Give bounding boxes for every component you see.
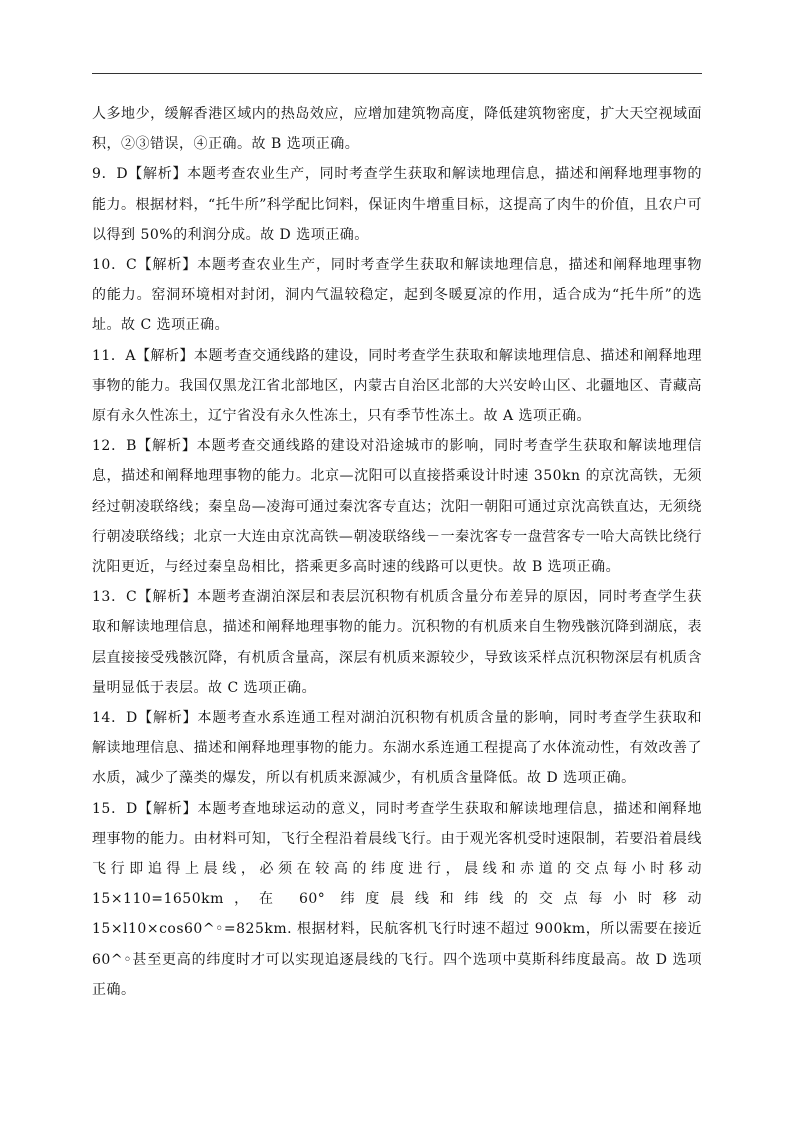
paragraph-text: 人多地少，缓解香港区域内的热岛效应，应增加建筑物高度，降低建筑物密度，扩大天空视域面积，②③错误，④正确。故 B 选项正确。 bbox=[92, 106, 702, 153]
analysis-tag: 【解析】 bbox=[128, 166, 188, 183]
answer-letter: C bbox=[126, 257, 138, 274]
answer-letter: D bbox=[126, 800, 138, 817]
paragraph-continuation bbox=[92, 99, 702, 159]
question-number: 9． bbox=[92, 166, 117, 183]
paragraph-text: 本题考查农业生产，同时考查学生获取和解读地理信息，描述和阐释地理事物的能力。根据材料，“托牛所”科学配比饲料，保证肉牛增重目标，这提高了肉牛的价值，且农户可以得到 50%的利润分成。故 D 选项正确。 bbox=[92, 166, 703, 243]
paragraph-question-12 bbox=[92, 431, 702, 582]
answer-letter: A bbox=[125, 347, 136, 364]
question-number: 11． bbox=[92, 347, 126, 364]
analysis-tag: 【解析】 bbox=[137, 589, 198, 606]
answer-letter: D bbox=[116, 166, 129, 183]
analysis-tag: 【解析】 bbox=[137, 257, 198, 274]
paragraph-text: 本题考查交通线路的建设，同时考查学生获取和解读地理信息、描述和阐释地理事物的能力。我国仅黑龙江省北部地区，内蒙古自治区北部的大兴安岭山区、北疆地区、青藏高原有永久性冻土，辽宁省没有永久性冻土，只有季节性冻土。故 A 选项正确。 bbox=[92, 347, 702, 425]
paragraph-question-14 bbox=[92, 703, 702, 794]
question-number: 14． bbox=[92, 710, 127, 727]
paragraph-text: 本题考查交通线路的建设对沿途城市的影响，同时考查学生获取和解读地理信息，描述和阐释地理事物的能力。北京—沈阳可以直接搭乘设计时速 350kn 的京沈高铁，无须经过朝凌联络线；秦皇岛—凌海可通过秦沈客专直达；沈阳一朝阳可通过京沈高铁直达，无须绕行朝凌联络线；北京一大连由京沈高铁—朝凌联络线－一秦沈客专一盘营客专一哈大高铁比绕行沈阳更近，与经过秦皇岛相比，搭乘更多高时速的线路可以更快。故 B 选项正确。 bbox=[92, 438, 702, 576]
analysis-tag: 【解析】 bbox=[137, 800, 198, 817]
question-number: 13． bbox=[92, 589, 127, 606]
question-number: 10． bbox=[92, 257, 127, 274]
answer-letter: D bbox=[126, 710, 138, 727]
answer-letter: B bbox=[126, 438, 137, 455]
question-number: 15． bbox=[92, 800, 127, 817]
answer-explanations bbox=[92, 99, 702, 1005]
paragraph-text: 本题考查农业生产，同时考查学生获取和解读地理信息，描述和阐释地理事物的能力。窑洞环境相对封闭，洞内气温较稳定，起到冬暖夏凉的作用，适合成为“托牛所”的选址。故 C 选项正确。 bbox=[92, 257, 702, 334]
paragraph-text: 本题考查水系连通工程对湖泊沉积物有机质含量的影响，同时考查学生获取和解读地理信息、描述和阐释地理事物的能力。东湖水系连通工程提高了水体流动性，有效改善了水质，减少了藻类的爆发，所以有机质来源减少，有机质含量降低。故 D 选项正确。 bbox=[92, 710, 702, 787]
paragraph-text: 本题考查地球运动的意义，同时考查学生获取和解读地理信息，描述和阐释地理事物的能力。由材料可知，飞行全程沿着晨线飞行。由于观光客机受时速限制，若要沿着晨线飞行即追得上晨线，必须在较高的纬度进行，晨线和赤道的交点每小时移动 15×110=1650km，在 60° 纬度晨线和纬线的交点每小时移动 15×l10×cos60^◦=825km. 根据材料，民航客机飞行时速不超过 900km，所以需要在接近 60^◦甚至更高的纬度时才可以实现追逐晨线的飞行。四个选项中莫斯科纬度最高。故 D 选项正确。 bbox=[92, 800, 702, 998]
answer-letter: C bbox=[126, 589, 138, 606]
paragraph-text: 本题考查湖泊深层和表层沉积物有机质含量分布差异的原因，同时考查学生获取和解读地理信息，描述和阐释地理事物的能力。沉积物的有机质来自生物残骸沉降到湖底，表层直接接受残骸沉降，有机质含量高，深层有机质来源较少，导致该采样点沉积物深层有机质含量明显低于表层。故 C 选项正确。 bbox=[92, 589, 702, 696]
paragraph-question-10 bbox=[92, 250, 702, 341]
paragraph-question-15 bbox=[92, 794, 702, 1005]
paragraph-question-13 bbox=[92, 582, 702, 703]
analysis-tag: 【解析】 bbox=[136, 438, 197, 455]
question-number: 12． bbox=[92, 438, 127, 455]
paragraph-question-9 bbox=[92, 159, 702, 250]
header-rule bbox=[92, 73, 702, 74]
analysis-tag: 【解析】 bbox=[135, 347, 195, 364]
paragraph-question-11 bbox=[92, 341, 702, 432]
analysis-tag: 【解析】 bbox=[137, 710, 198, 727]
